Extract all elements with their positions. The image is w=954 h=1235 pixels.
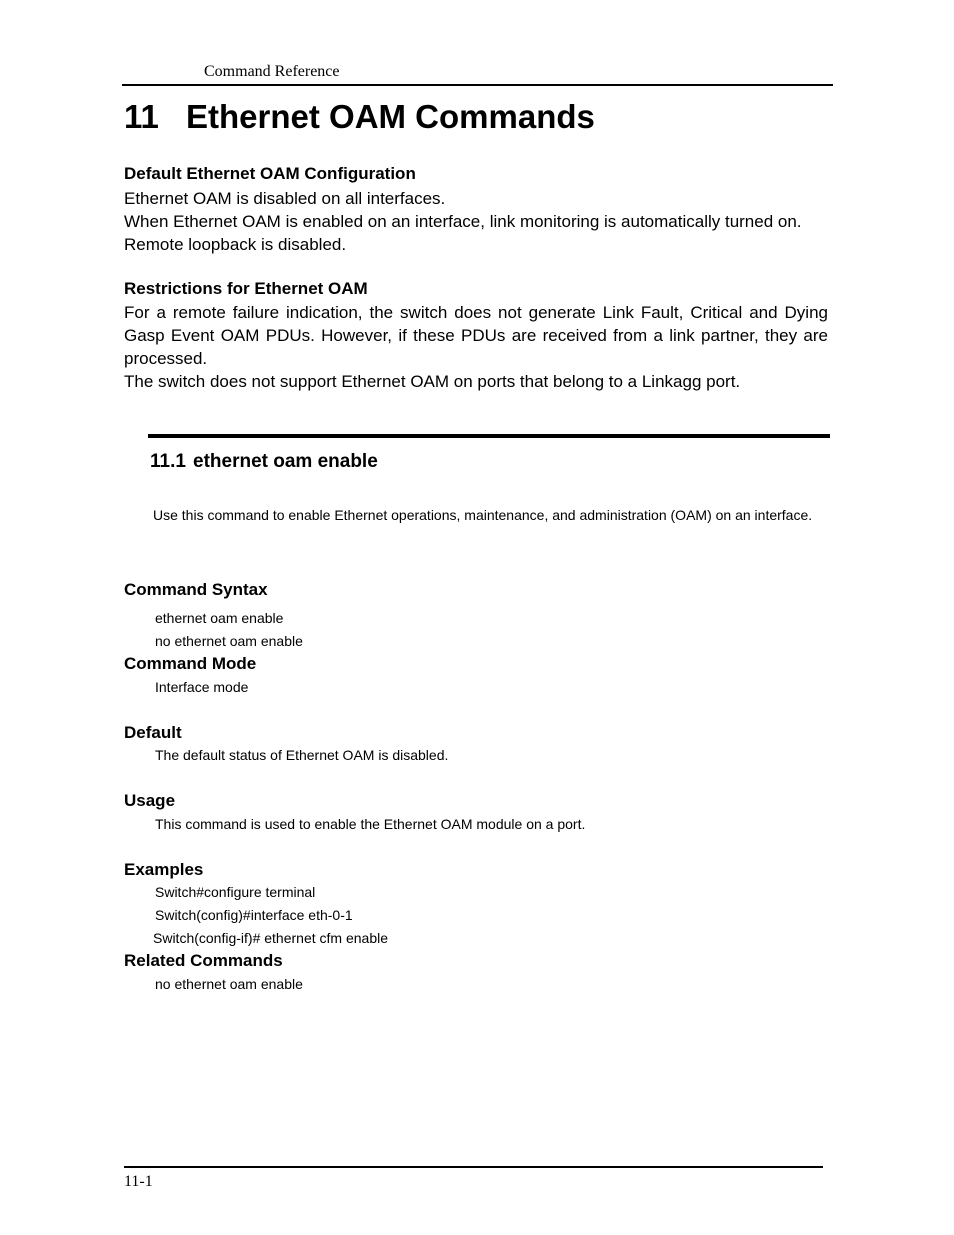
usage-text: This command is used to enable the Ethernet OAM module on a port.: [155, 816, 586, 832]
running-header: Command Reference: [204, 63, 340, 80]
footer-rule: [124, 1166, 823, 1168]
default-heading: Default: [124, 723, 182, 742]
related-commands-heading: Related Commands: [124, 951, 283, 970]
section-title-text: ethernet oam enable: [193, 451, 378, 472]
restrictions-heading: Restrictions for Ethernet OAM: [124, 279, 368, 298]
syntax-line-1: ethernet oam enable: [155, 610, 284, 626]
examples-heading: Examples: [124, 860, 204, 879]
command-mode-text: Interface mode: [155, 679, 249, 695]
example-line-1: Switch#configure terminal: [155, 884, 316, 900]
default-config-line-2: When Ethernet OAM is enabled on an interface, link monitoring is automatically turned on.: [124, 212, 802, 231]
section-rule: [148, 434, 830, 438]
command-mode-heading: Command Mode: [124, 654, 257, 673]
example-line-3: Switch(config-if)# ethernet cfm enable: [153, 930, 388, 946]
example-line-2: Switch(config)#interface eth-0-1: [155, 907, 353, 923]
chapter-number: 11: [124, 98, 159, 135]
chapter-title-text: Ethernet OAM Commands: [186, 98, 595, 135]
command-syntax-heading: Command Syntax: [124, 580, 268, 599]
syntax-line-2: no ethernet oam enable: [155, 633, 303, 649]
usage-heading: Usage: [124, 791, 176, 810]
related-commands-text: no ethernet oam enable: [155, 976, 303, 992]
restrictions-paragraph-2: The switch does not support Ethernet OAM on ports that belong to a Linkagg port.: [124, 372, 741, 391]
restrictions-paragraph-1: For a remote failure indication, the switch does not generate Link Fault, Critical and Dying Gasp Event OAM PDUs. However, if these PDUs are received from a link partner, they are processed.: [124, 303, 828, 368]
page-number: 11-1: [124, 1173, 153, 1190]
section-description: Use this command to enable Ethernet operations, maintenance, and administration (OAM) on an interface.: [153, 507, 813, 523]
section-number: 11.1: [150, 451, 186, 472]
chapter-title: [124, 98, 595, 136]
header-rule: [122, 84, 833, 86]
section-title: [150, 451, 378, 473]
default-config-heading: Default Ethernet OAM Configuration: [124, 164, 416, 183]
default-text: The default status of Ethernet OAM is disabled.: [155, 747, 449, 763]
default-config-line-1: Ethernet OAM is disabled on all interfaces.: [124, 189, 446, 208]
default-config-line-3: Remote loopback is disabled.: [124, 235, 347, 254]
